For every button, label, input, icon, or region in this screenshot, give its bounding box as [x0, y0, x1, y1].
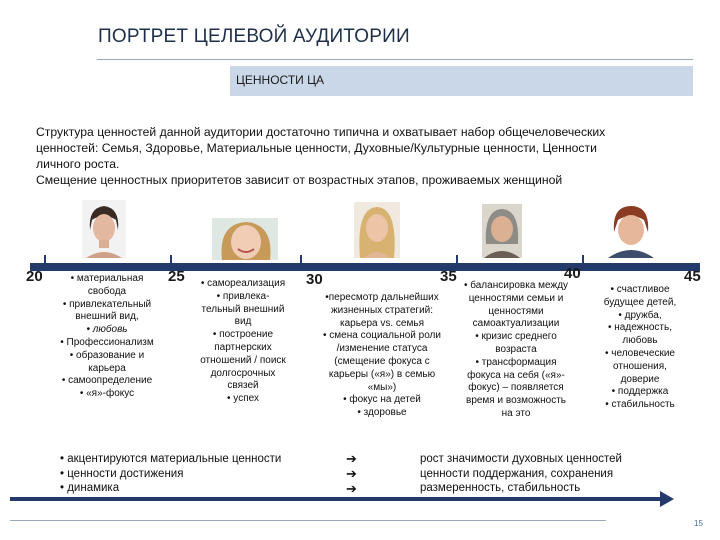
- intro-text: [36, 124, 696, 188]
- value-item: • дружба,: [618, 309, 662, 321]
- intro-line: ценностей: Семья, Здоровье, Материальные ценности, Духовные/Культурные ценности, Ценности: [36, 141, 597, 155]
- value-item: • здоровье: [357, 407, 407, 419]
- summary-mature: [420, 452, 622, 496]
- age-label-35: 35: [440, 268, 457, 285]
- value-item: • Профессионализм: [60, 336, 154, 348]
- footer-divider: [10, 520, 606, 521]
- value-item: •пересмотр дальнейших жизненных стратегий: карьера vs. семья: [325, 292, 439, 329]
- intro-line: Смещение ценностных приоритетов зависит от возрастных этапов, проживаемых женщиной: [36, 173, 563, 187]
- intro-line: личного роста.: [36, 157, 120, 171]
- values-column-30: [314, 292, 450, 420]
- value-item: • надежность, любовь: [608, 322, 672, 347]
- timeline-tick: [300, 255, 302, 271]
- value-item: • самоопределение: [61, 375, 153, 387]
- summary-item: • ценности достижения: [60, 467, 184, 480]
- age-label-45: 45: [684, 268, 701, 285]
- section-label: ЦЕННОСТИ ЦА: [236, 73, 324, 87]
- timeline-tick: [582, 255, 584, 271]
- timeline-tick: [44, 255, 46, 271]
- age-timeline: [30, 263, 700, 271]
- intro-line: Структура ценностей данной аудитории достаточно типична и охватывает набор общечеловеческих: [36, 125, 606, 139]
- value-item: • материальная свобода: [70, 273, 144, 297]
- value-item: • успех: [227, 393, 259, 405]
- values-column-35-40: [452, 280, 580, 421]
- value-item: • трансформация фокуса на себя («я»- фокус) – появляется время и возможность на это: [466, 356, 566, 419]
- portrait-photo-2: [212, 218, 278, 260]
- summary-item: размеренность, стабильность: [420, 482, 581, 494]
- portrait-photo-4: [482, 204, 522, 258]
- value-item: • привлека- тельный внешний вид: [201, 290, 285, 328]
- value-item: • кризис среднего возраста: [475, 331, 557, 355]
- value-item: • привлекательный внешний вид,: [62, 298, 152, 323]
- age-label-25: 25: [168, 268, 185, 285]
- value-item: • балансировка между ценностями семьи и ценностями самоактуализации: [463, 280, 569, 330]
- title-divider: [97, 59, 693, 60]
- value-item: • «я»-фокус: [79, 388, 135, 400]
- page-title: ПОРТРЕТ ЦЕЛЕВОЙ АУДИТОРИИ: [98, 26, 410, 47]
- value-item: • построение партнерских отношений / поиск долгосрочных связей: [200, 329, 286, 392]
- age-label-20: 20: [26, 268, 43, 285]
- summary-item: рост значимости духовных ценностей: [420, 453, 622, 465]
- value-item: • смена социальной роли /изменение статуса (смещение фокуса с карьеры («я») в семью «мы»): [323, 330, 441, 393]
- value-item: • стабильность: [605, 399, 675, 411]
- summary-item: ценности поддержания, сохранения: [420, 467, 614, 480]
- portrait-photo-1: [82, 200, 126, 258]
- value-item: • любовь: [86, 324, 128, 336]
- portrait-photo-5: [604, 202, 658, 258]
- summary-item: • акцентируются материальные ценности: [60, 453, 282, 465]
- age-label-40: 40: [564, 265, 581, 282]
- arrow-right-icon: ➔: [346, 451, 357, 466]
- value-item: • счастливое будущее детей,: [603, 284, 677, 308]
- age-label-30: 30: [306, 271, 323, 288]
- arrow-right-icon: ➔: [346, 466, 357, 481]
- page-number: 15: [694, 519, 703, 528]
- summary-item: • динамика: [60, 482, 120, 494]
- value-item: • образование и карьера: [69, 349, 145, 374]
- value-item: • самореализация: [200, 278, 286, 289]
- value-item: • поддержка: [611, 386, 669, 398]
- progress-arrow-line: [10, 497, 662, 501]
- values-column-45: [588, 284, 692, 412]
- value-item: • человеческие отношения, доверие: [605, 347, 675, 385]
- summary-young: [60, 452, 281, 496]
- portrait-photo-3: [354, 202, 400, 258]
- progress-arrow-head: [660, 491, 674, 507]
- values-column-25: [188, 278, 298, 406]
- values-column-20: [52, 273, 162, 401]
- value-item: • фокус на детей: [343, 394, 421, 406]
- arrow-right-icon: ➔: [346, 481, 357, 496]
